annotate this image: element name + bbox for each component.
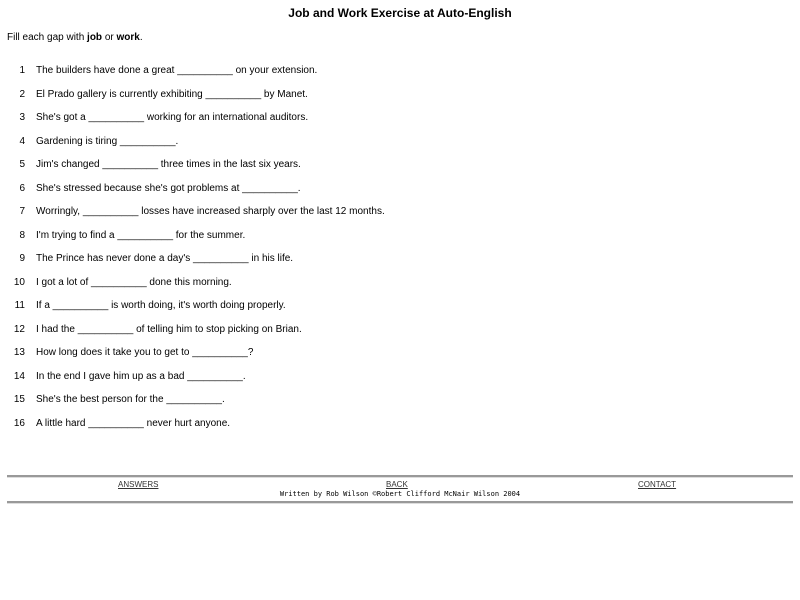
item-text: El Prado gallery is currently exhibiting __________ by Manet. <box>36 88 308 100</box>
answers-link[interactable]: ANSWERS <box>118 480 159 489</box>
item-text: If a __________ is worth doing, it's worth doing properly. <box>36 300 286 311</box>
exercise-item <box>0 89 385 113</box>
exercise-list <box>0 65 385 441</box>
item-number: 1 <box>19 65 25 76</box>
item-text: She's stressed because she's got problems at __________. <box>36 182 301 194</box>
item-text: Worringly, __________ losses have increased sharply over the last 12 months. <box>36 206 385 217</box>
item-number: 15 <box>13 394 25 405</box>
item-text: A little hard __________ never hurt anyone. <box>36 417 231 429</box>
item-number: 16 <box>13 417 25 429</box>
exercise-item <box>0 300 385 324</box>
item-text: I'm trying to find a __________ for the summer. <box>36 229 246 241</box>
exercise-item <box>0 136 385 160</box>
item-number: 3 <box>19 112 25 123</box>
exercise-item <box>0 253 385 277</box>
page-title: Job and Work Exercise at Auto-English <box>288 6 512 20</box>
back-link[interactable]: BACK <box>386 480 408 489</box>
item-number: 6 <box>19 182 25 194</box>
item-number: 13 <box>13 347 25 358</box>
item-text: In the end I gave him up as a bad __________. <box>36 370 246 382</box>
exercise-item <box>0 277 385 301</box>
item-text: Jim's changed __________ three times in the last six years. <box>36 159 301 170</box>
exercise-item <box>0 230 385 254</box>
item-text: She's got a __________ working for an international auditors. <box>36 112 309 123</box>
exercise-item <box>0 112 385 136</box>
exercise-item <box>0 371 385 395</box>
exercise-item <box>0 206 385 230</box>
instr-text: Fill each gap with <box>7 32 88 43</box>
exercise-item <box>0 65 385 89</box>
item-number: 14 <box>13 370 25 382</box>
item-number: 11 <box>14 300 25 311</box>
item-number: 8 <box>19 229 25 241</box>
item-text: The builders have done a great __________ on your extension. <box>36 65 318 76</box>
item-number: 9 <box>19 253 25 264</box>
exercise-item <box>0 324 385 348</box>
item-number: 10 <box>13 276 25 288</box>
contact-link[interactable]: CONTACT <box>638 480 677 489</box>
item-text: Gardening is tiring __________. <box>36 135 179 147</box>
instructions <box>7 32 143 43</box>
divider <box>7 475 793 478</box>
instr-text: or <box>102 32 117 43</box>
exercise-item <box>0 159 385 183</box>
word-job: job <box>87 32 103 43</box>
item-text: I got a lot of __________ done this morning. <box>36 276 232 288</box>
item-number: 7 <box>19 206 25 217</box>
item-text: The Prince has never done a day's __________ in his life. <box>36 253 294 264</box>
exercise-item <box>0 418 385 442</box>
divider <box>7 501 793 504</box>
item-text: She's the best person for the __________. <box>36 394 225 405</box>
exercise-item <box>0 394 385 418</box>
exercise-item <box>0 183 385 207</box>
exercise-item <box>0 347 385 371</box>
item-number: 2 <box>19 88 25 100</box>
word-work: work <box>116 32 140 43</box>
item-number: 4 <box>19 135 25 147</box>
item-text: I had the __________ of telling him to stop picking on Brian. <box>36 323 302 335</box>
instr-text: . <box>139 32 143 43</box>
credit-text: Written by Rob Wilson ©Robert Clifford McNair Wilson 2004 <box>279 490 521 498</box>
item-number: 5 <box>19 159 25 170</box>
item-text: How long does it take you to get to __________? <box>36 347 254 358</box>
item-number: 12 <box>13 323 25 335</box>
